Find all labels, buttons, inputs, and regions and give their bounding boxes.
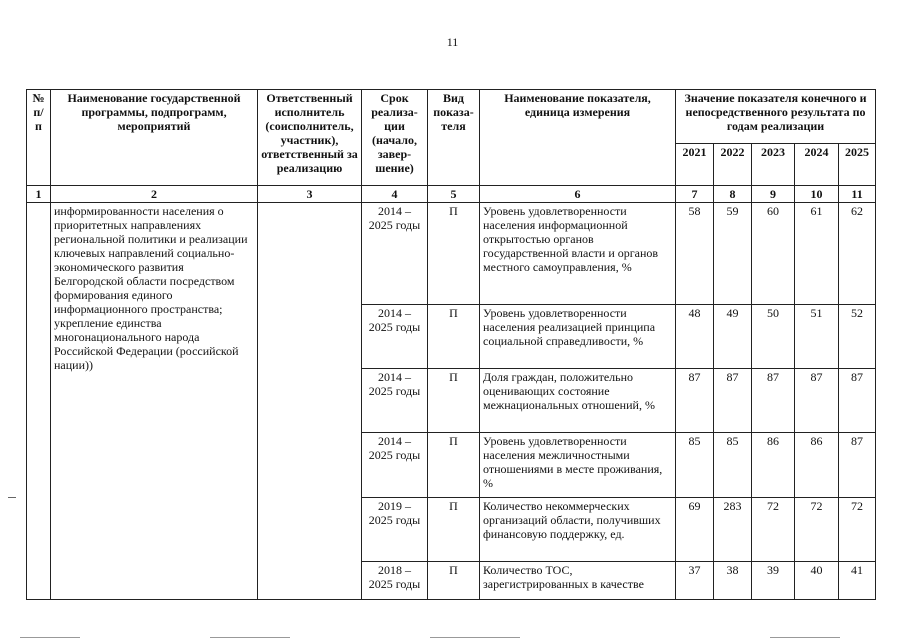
scan-speck — [8, 497, 16, 498]
indicator-cell: Уровень удовлетворенности населения реализацией принципа социальной справедливости, % — [480, 305, 676, 369]
type-cell: П — [428, 562, 480, 600]
value-cell: 87 — [839, 369, 876, 433]
header-year: 2021 — [676, 144, 714, 186]
column-number: 9 — [752, 186, 795, 203]
column-number: 1 — [27, 186, 51, 203]
value-cell: 61 — [795, 203, 839, 305]
header-year: 2022 — [714, 144, 752, 186]
scan-edge-mark — [210, 637, 290, 638]
value-cell: 87 — [714, 369, 752, 433]
header-term: Срок реализа- ции (начало, завер- шение) — [362, 90, 428, 186]
value-cell: 59 — [714, 203, 752, 305]
indicator-cell: Количество некоммерческих организаций области, получивших финансовую поддержку, ед. — [480, 498, 676, 562]
term-cell: 2014 – 2025 годы — [362, 305, 428, 369]
type-cell: П — [428, 433, 480, 498]
value-cell: 72 — [839, 498, 876, 562]
type-cell: П — [428, 203, 480, 305]
value-cell: 50 — [752, 305, 795, 369]
header-type: Вид показа- теля — [428, 90, 480, 186]
value-cell: 87 — [752, 369, 795, 433]
value-cell: 39 — [752, 562, 795, 600]
value-cell: 48 — [676, 305, 714, 369]
header-executor: Ответственный исполнитель (соисполнитель, участник), ответственный за реализацию — [258, 90, 362, 186]
header-year: 2025 — [839, 144, 876, 186]
page-number: 11 — [446, 35, 459, 49]
table-row — [27, 203, 876, 305]
column-number: 8 — [714, 186, 752, 203]
indicator-cell: Уровень удовлетворенности населения межличностными отношениями в месте проживания, % — [480, 433, 676, 498]
header-indicator: Наименование показателя, единица измерения — [480, 90, 676, 186]
column-number: 5 — [428, 186, 480, 203]
value-cell: 85 — [714, 433, 752, 498]
header-values: Значение показателя конечного и непосредственного результата по годам реализации — [676, 90, 876, 144]
value-cell: 60 — [752, 203, 795, 305]
value-cell: 72 — [752, 498, 795, 562]
value-cell: 86 — [752, 433, 795, 498]
value-cell: 72 — [795, 498, 839, 562]
scan-edge-mark — [770, 637, 840, 638]
value-cell: 87 — [676, 369, 714, 433]
term-cell: 2014 – 2025 годы — [362, 369, 428, 433]
indicator-cell: Уровень удовлетворенности населения информационной открытостью органов государственной власти и органов местного самоуправления, % — [480, 203, 676, 305]
value-cell: 37 — [676, 562, 714, 600]
value-cell: 38 — [714, 562, 752, 600]
value-cell: 52 — [839, 305, 876, 369]
executor-cell — [258, 203, 362, 600]
value-cell: 86 — [795, 433, 839, 498]
type-cell: П — [428, 369, 480, 433]
indicator-cell: Количество ТОС, зарегистрированных в качестве — [480, 562, 676, 600]
term-cell: 2019 – 2025 годы — [362, 498, 428, 562]
program-description: информированности населения о приоритетных направлениях региональной политики и реализации ключевых направлений социально-экономического развития Белгородской области посредством формирования единого информационного пространства; укрепление единства многонационального народа Российской Федерации (российской нации)) — [51, 203, 258, 600]
column-number: 3 — [258, 186, 362, 203]
value-cell: 41 — [839, 562, 876, 600]
header-year: 2023 — [752, 144, 795, 186]
term-cell: 2018 – 2025 годы — [362, 562, 428, 600]
row-num-cell — [27, 203, 51, 600]
scan-edge-mark — [430, 637, 520, 638]
header-name: Наименование государственной программы, подпрограмм, мероприятий — [51, 90, 258, 186]
value-cell: 58 — [676, 203, 714, 305]
value-cell: 40 — [795, 562, 839, 600]
term-cell: 2014 – 2025 годы — [362, 433, 428, 498]
type-cell: П — [428, 498, 480, 562]
type-cell: П — [428, 305, 480, 369]
column-number: 2 — [51, 186, 258, 203]
value-cell: 283 — [714, 498, 752, 562]
header-year: 2024 — [795, 144, 839, 186]
value-cell: 62 — [839, 203, 876, 305]
term-cell: 2014 – 2025 годы — [362, 203, 428, 305]
indicator-cell: Доля граждан, положительно оценивающих состояние межнациональных отношений, % — [480, 369, 676, 433]
value-cell: 87 — [839, 433, 876, 498]
value-cell: 51 — [795, 305, 839, 369]
column-number: 11 — [839, 186, 876, 203]
column-number: 7 — [676, 186, 714, 203]
column-number: 6 — [480, 186, 676, 203]
value-cell: 49 — [714, 305, 752, 369]
value-cell: 85 — [676, 433, 714, 498]
scan-edge-mark — [20, 637, 80, 638]
column-number: 4 — [362, 186, 428, 203]
value-cell: 69 — [676, 498, 714, 562]
value-cell: 87 — [795, 369, 839, 433]
header-num: № п/п — [27, 90, 51, 186]
column-number: 10 — [795, 186, 839, 203]
indicators-table — [26, 89, 876, 600]
